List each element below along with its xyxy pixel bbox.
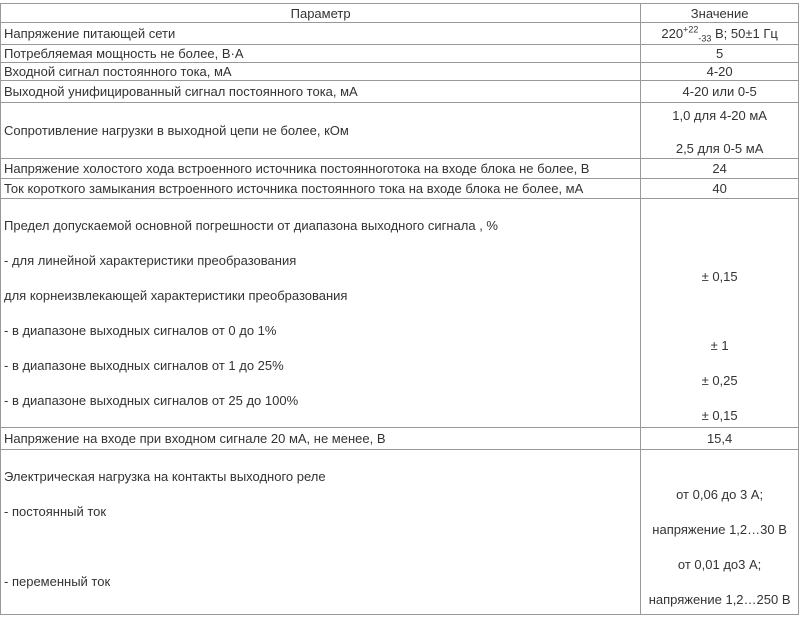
param-line: - в диапазоне выходных сигналов от 25 до 100% [4,393,299,408]
value-line: от 0,01 до3 А; [677,557,762,572]
param-cell: Сопротивление нагрузки в выходной цепи не более, кОм [1,103,641,159]
value-cell [641,103,799,159]
value-line: напряжение 1,2…30 В [652,522,787,537]
header-value: Значение [641,4,799,23]
table-row [1,81,799,103]
param-line: - для линейной характеристики преобразования [4,253,297,268]
value-cell: 4-20 [641,63,799,81]
header-param: Параметр [1,4,641,23]
table-row [1,428,799,450]
value-cell: 40 [641,179,799,199]
value-line: ± 0,15 [701,408,738,423]
param-cell: Напряжение питающей сети [1,23,641,45]
value-line: от 0,06 до 3 А; [676,487,764,502]
spec-table-wrapper [0,3,799,615]
table-row [1,199,799,428]
value-line: ± 0,15 [701,269,738,284]
param-line: - в диапазоне выходных сигналов от 1 до 25% [4,358,284,373]
value-line: 1,0 для 4-20 мА [672,107,767,123]
table-row [1,45,799,63]
value-line: напряжение 1,2…250 В [648,592,791,607]
value-line: ± 1 [710,338,729,353]
table-row [1,103,799,159]
param-cell: Потребляемая мощность не более, В·А [1,45,641,63]
value-cell: 24 [641,159,799,179]
value-sub: -33 [698,33,712,44]
param-line: Электрическая нагрузка на контакты выходного реле [4,469,326,484]
table-row [1,159,799,179]
param-line: для корнеизвлекающей характеристики преобразования [4,288,348,303]
value-line: 2,5 для 0-5 мА [675,140,764,156]
value-cell: 15,4 [641,428,799,450]
param-line: - постоянный ток [4,504,107,519]
value-line: ± 0,25 [701,373,738,388]
table-row [1,63,799,81]
table-row [1,23,799,45]
value-cell [641,199,799,428]
param-line: - переменный ток [4,574,111,589]
param-line: - в диапазоне выходных сигналов от 0 до 1% [4,323,277,338]
table-header-row [1,4,799,23]
value-cell [641,23,799,45]
param-line: Предел допускаемой основной погрешности от диапазона выходного сигнала , % [4,218,498,233]
spec-table [0,3,799,615]
param-cell [1,199,641,428]
param-cell [1,450,641,615]
table-row [1,179,799,199]
value-sup: +22 [683,24,699,35]
param-cell: Выходной унифицированный сигнал постоянного тока, мА [1,81,641,103]
table-row [1,450,799,615]
value-cell: 5 [641,45,799,63]
param-cell: Входной сигнал постоянного тока, мА [1,63,641,81]
param-cell: Напряжение холостого хода встроенного источника постоянноготока на входе блока не более, В [1,159,641,179]
value-cell [641,450,799,615]
value-cell: 4-20 или 0-5 [641,81,799,103]
param-cell: Ток короткого замыкания встроенного источника постоянного тока на входе блока не более, мА [1,179,641,199]
param-cell: Напряжение на входе при входном сигнале 20 мА, не менее, В [1,428,641,450]
value-text: 220 [661,26,684,41]
value-text: В; 50±1 Гц [711,26,778,41]
